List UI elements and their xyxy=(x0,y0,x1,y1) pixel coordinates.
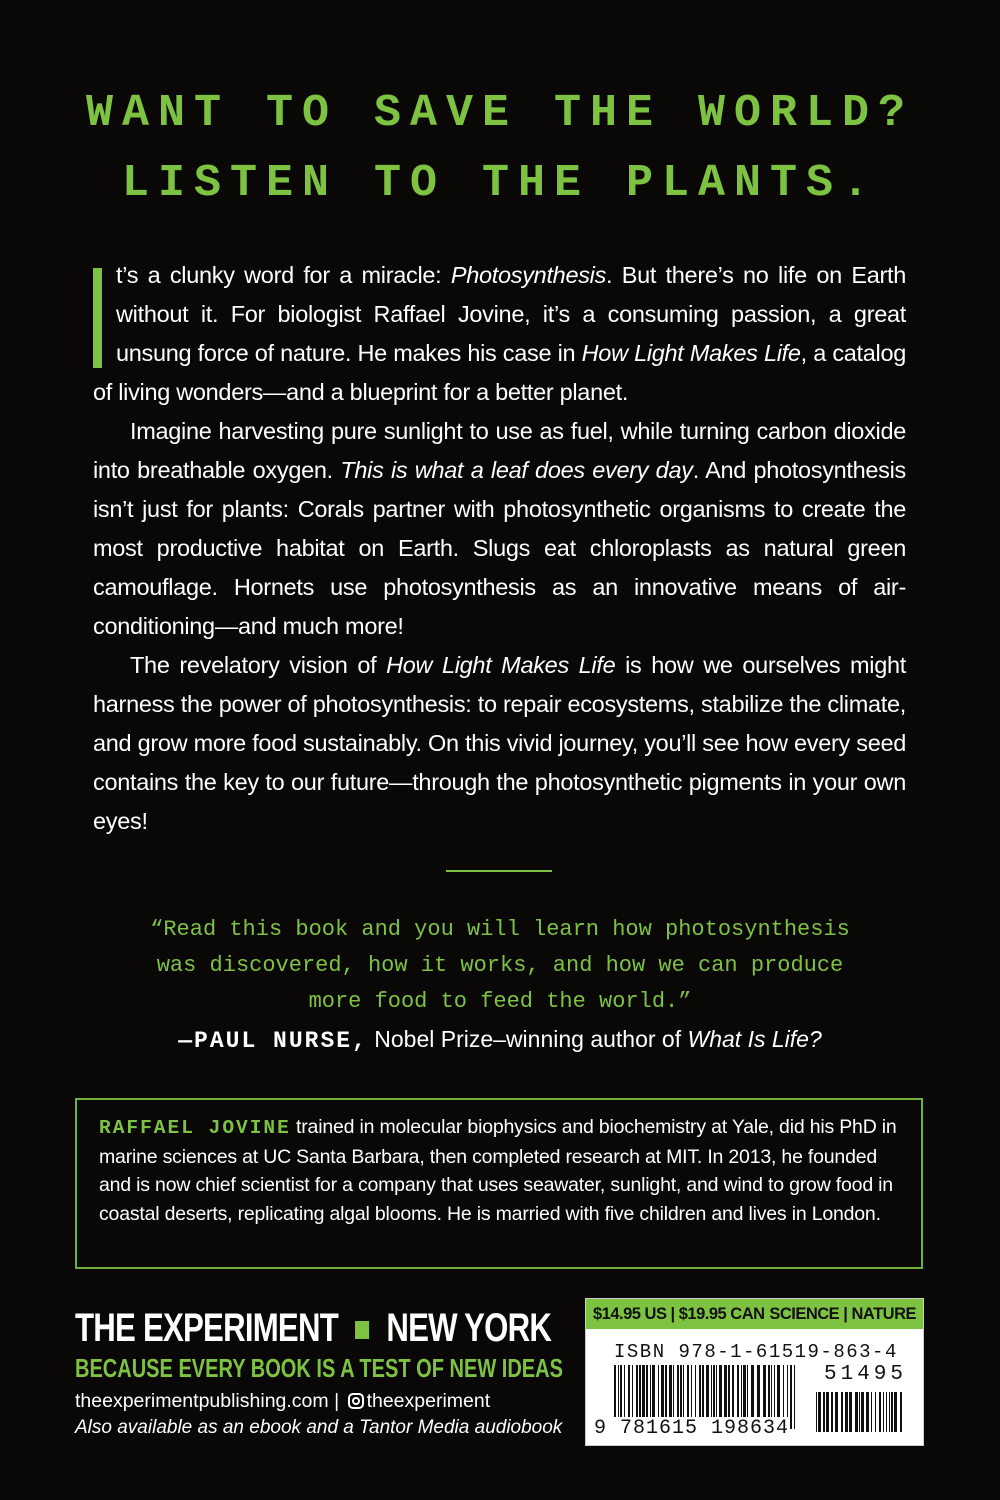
bar xyxy=(886,1392,887,1432)
bar xyxy=(831,1392,833,1432)
publisher-logo xyxy=(75,1306,569,1351)
bar xyxy=(826,1392,829,1432)
website-link[interactable]: theexperimentpublishing.com xyxy=(75,1390,329,1412)
bar xyxy=(818,1392,821,1432)
bar xyxy=(816,1392,817,1432)
price-band xyxy=(586,1299,923,1329)
text: . And photosynthesis isn’t just for plants: Corals partner with photosynthetic organisms to create the most productive habitat on Earth. Slugs eat chloroplasts as natural green camouflage. Hornets use photosynthesis as an innovative means of air-conditioning—and much more! xyxy=(93,457,907,639)
bar xyxy=(845,1392,848,1432)
paragraph-2 xyxy=(93,412,906,646)
author-description: Nobel Prize–winning author of xyxy=(367,1026,688,1052)
publisher-name: THE EXPERIMENT xyxy=(75,1306,338,1350)
blurb-quote xyxy=(0,912,1000,1020)
publisher-tagline: BECAUSE EVERY BOOK IS A TEST OF NEW IDEAS xyxy=(75,1353,563,1383)
instagram-icon xyxy=(348,1393,364,1409)
publisher-city: NEW YORK xyxy=(386,1306,552,1350)
bar xyxy=(841,1392,843,1432)
paragraph-1 xyxy=(93,256,906,412)
isbn: ISBN 978-1-61519-863-4 xyxy=(614,1341,898,1363)
headline-line-2: LISTEN TO THE PLANTS. xyxy=(121,158,879,209)
author-bio-box xyxy=(75,1098,923,1269)
quote-author: —PAUL NURSE, xyxy=(178,1028,368,1054)
ean-digits: 9 781615 198634 xyxy=(594,1417,790,1440)
bar xyxy=(823,1392,825,1432)
category: SCIENCE | NATURE xyxy=(769,1304,916,1323)
price-code: 51495 xyxy=(824,1363,908,1386)
headline-line-1: WANT TO SAVE THE WORLD? xyxy=(85,88,915,139)
divider xyxy=(446,870,552,872)
bar xyxy=(790,1365,792,1429)
description xyxy=(93,256,906,841)
author-bio: trained in molecular biophysics and biochemistry at Yale, did his PhD in marine sciences at UC Santa Barbara, then completed research at MIT. In 2013, he founded and is now chief scientist for a company that uses seawater, sunlight, and wind to grow food in coastal deserts, replicating algal blooms. He is married with five children and lives in London. xyxy=(99,1116,897,1225)
text: t’s a clunky word for a miracle: xyxy=(116,262,451,288)
bar xyxy=(900,1392,902,1432)
text: Imagine harvesting pure sunlight to use as fuel, while turning carbon dioxide into breathable oxygen. xyxy=(93,418,906,483)
price: $14.95 US | $19.95 CAN xyxy=(593,1304,765,1323)
quote-line: more food to feed the world.” xyxy=(308,989,692,1014)
ean-number xyxy=(594,1417,789,1440)
bar xyxy=(871,1392,872,1432)
book-title: How Light Makes Life xyxy=(581,340,801,366)
bar xyxy=(889,1392,890,1432)
author-book: What Is Life? xyxy=(687,1026,822,1052)
drop-cap-i xyxy=(93,268,102,368)
quote-attribution xyxy=(0,1026,1000,1054)
text: . But there’s no life on Earth without it. For biologist Raffael Jovine, it’s a consuming passion, a great unsung force of nature. He makes his case in xyxy=(116,262,906,366)
quote-line: “Read this book and you will learn how photosynthesis xyxy=(150,917,850,942)
bar xyxy=(894,1392,897,1432)
availability-note: Also available as an ebook and a Tantor Media audiobook xyxy=(75,1417,563,1438)
bar xyxy=(835,1392,838,1432)
bar xyxy=(859,1392,860,1432)
barcode-label xyxy=(585,1298,924,1446)
bar xyxy=(849,1392,852,1432)
text: , a catalog of living wonders—and a blueprint for a better planet. xyxy=(93,340,907,405)
bar xyxy=(855,1392,858,1432)
paragraph-3 xyxy=(93,646,906,841)
italic-text: Photosynthesis xyxy=(450,262,607,288)
bar xyxy=(879,1392,881,1432)
square-icon xyxy=(355,1321,369,1339)
author-name: RAFFAEL JOVINE xyxy=(99,1117,291,1139)
book-title: How Light Makes Life xyxy=(386,652,616,678)
bar xyxy=(866,1392,869,1432)
quote-line: was discovered, how it works, and how we can produce xyxy=(156,953,844,978)
instagram-handle[interactable]: theexperiment xyxy=(366,1390,491,1412)
publisher-links: theexperimentpublishing.com | theexperiment xyxy=(75,1390,491,1412)
bar xyxy=(794,1365,795,1429)
text: is how we ourselves might harness the power of photosynthesis: to repair ecosystems, stabilize the climate, and grow more food sustainably. On this vivid journey, you’ll see how every seed contains the key to our future—through the photosynthetic pigments in your own eyes! xyxy=(93,652,906,834)
bar xyxy=(891,1392,893,1432)
text: The revelatory vision of xyxy=(130,652,387,678)
bar xyxy=(875,1392,876,1432)
addon-barcode-icon xyxy=(816,1392,906,1432)
bar xyxy=(883,1392,884,1432)
bar xyxy=(861,1392,864,1432)
italic-text: This is what a leaf does every day xyxy=(340,457,693,483)
